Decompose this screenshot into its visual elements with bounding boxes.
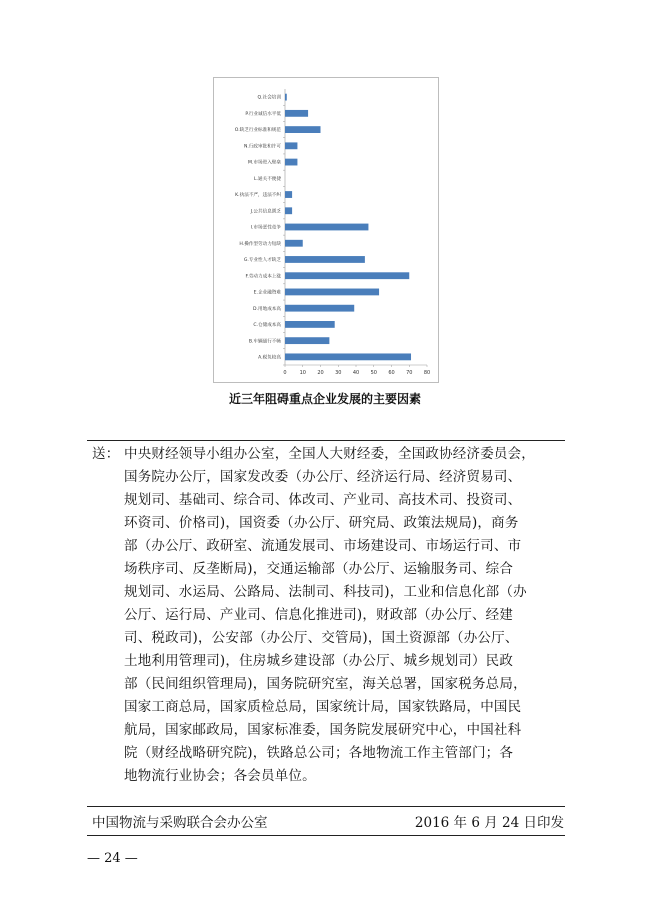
category-label: J.公共信息匮乏 (250, 209, 281, 215)
divider-middle (87, 806, 565, 807)
page-number: — 24 — (87, 851, 138, 866)
x-tick-label: 0 (283, 370, 287, 376)
category-label: E.企业融资难 (253, 290, 281, 296)
bar (285, 207, 292, 214)
x-tick-label: 10 (299, 370, 306, 376)
bar (285, 126, 321, 133)
bar-chart-svg (214, 78, 440, 384)
issuing-organization: 中国物流与采购联合会办公室 (92, 815, 268, 831)
bar (285, 240, 303, 247)
bar (285, 94, 287, 101)
distribution-line: 土地利用管理司)，住房城乡建设部（办公厅、城乡规划司）民政 (124, 653, 514, 669)
distribution-line: 航局，国家邮政局，国家标准委，国务院发展研究中心，中国社科 (124, 722, 522, 738)
distribution-line: 部（民间组织管理局)，国务院研究室，海关总署，国家税务总局， (124, 676, 527, 692)
distribution-line: 规划司、基础司、综合司、体改司、产业司、高技术司、投资司、 (124, 492, 522, 508)
category-label: D.用地成本高 (253, 306, 281, 312)
category-label: H.操作型劳动力短缺 (239, 241, 281, 247)
category-label: G.专业性人才缺乏 (243, 258, 281, 264)
x-tick-label: 60 (388, 370, 395, 376)
category-label: Q.社会培训 (257, 95, 281, 101)
print-date: 2016 年 6 月 24 日印发 (414, 815, 564, 831)
category-label: L.通关不便捷 (254, 176, 281, 182)
bar (285, 191, 292, 198)
bar (285, 321, 335, 328)
distribution-label: 送： (92, 446, 120, 462)
distribution-line: 部（办公厅、政研室、流通发展司、市场建设司、市场运行司、市 (124, 538, 522, 554)
bar (285, 224, 368, 231)
category-label: C.仓储成本高 (253, 323, 281, 329)
bar (285, 305, 354, 312)
bar-chart (213, 77, 439, 383)
distribution-line: 院（财经战略研究院)，铁路总公司；各地物流工作主管部门；各 (124, 745, 514, 761)
bar (285, 337, 329, 344)
bar (285, 159, 297, 166)
category-label: F.劳动力成本上涨 (245, 274, 281, 280)
chart-caption: 近三年阻碍重点企业发展的主要因素 (228, 392, 421, 406)
divider-bottom (87, 835, 565, 836)
category-label: M.市场进入壁垒 (248, 160, 281, 166)
distribution-line: 国家工商总局，国家质检总局，国家统计局，国家铁路局，中国民 (124, 699, 522, 715)
x-tick-label: 70 (406, 370, 413, 376)
x-tick-label: 30 (335, 370, 342, 376)
category-label: K.执法不严，违法不纠 (235, 193, 281, 199)
x-tick-label: 80 (423, 370, 431, 376)
category-label: B.车辆通行不畅 (248, 339, 281, 345)
x-tick-label: 50 (370, 370, 377, 376)
distribution-line: 中央财经领导小组办公室，全国人大财经委，全国政协经济委员会， (124, 446, 535, 462)
distribution-line: 场秩序司、反垄断局)，交通运输部（办公厅、运输服务司、综合 (124, 561, 514, 577)
bar (285, 272, 409, 279)
bar (285, 142, 297, 149)
distribution-line: 环资司、价格司)，国资委（办公厅、研究局、政策法规局)，商务 (124, 515, 519, 531)
distribution-line: 国务院办公厅，国家发改委（办公厅、经济运行局、经济贸易司、 (124, 469, 522, 485)
x-tick-label: 20 (317, 370, 324, 376)
bar (285, 256, 365, 263)
category-label: N.行政审批和许可 (243, 144, 281, 150)
x-tick-label: 40 (352, 370, 360, 376)
divider-top (87, 440, 565, 441)
category-label: O.缺乏行业标准和规范 (234, 128, 281, 134)
category-label: I.市场恶性竞争 (250, 225, 281, 231)
category-label: A.税负较高 (258, 355, 281, 361)
bar (285, 110, 308, 117)
category-label: P.行业诚信水平低 (245, 111, 281, 117)
distribution-line: 公厅、运行局、产业司、信息化推进司)，财政部（办公厅、经建 (124, 607, 514, 623)
distribution-line: 地物流行业协会；各会员单位。 (124, 768, 316, 784)
bar (285, 353, 411, 360)
bar (285, 289, 379, 296)
distribution-line: 规划司、水运局、公路局、法制司、科技司)，工业和信息化部（办 (124, 584, 527, 600)
distribution-line: 司、税政司)，公安部（办公厅、交管局)，国土资源部（办公厅、 (124, 630, 519, 646)
